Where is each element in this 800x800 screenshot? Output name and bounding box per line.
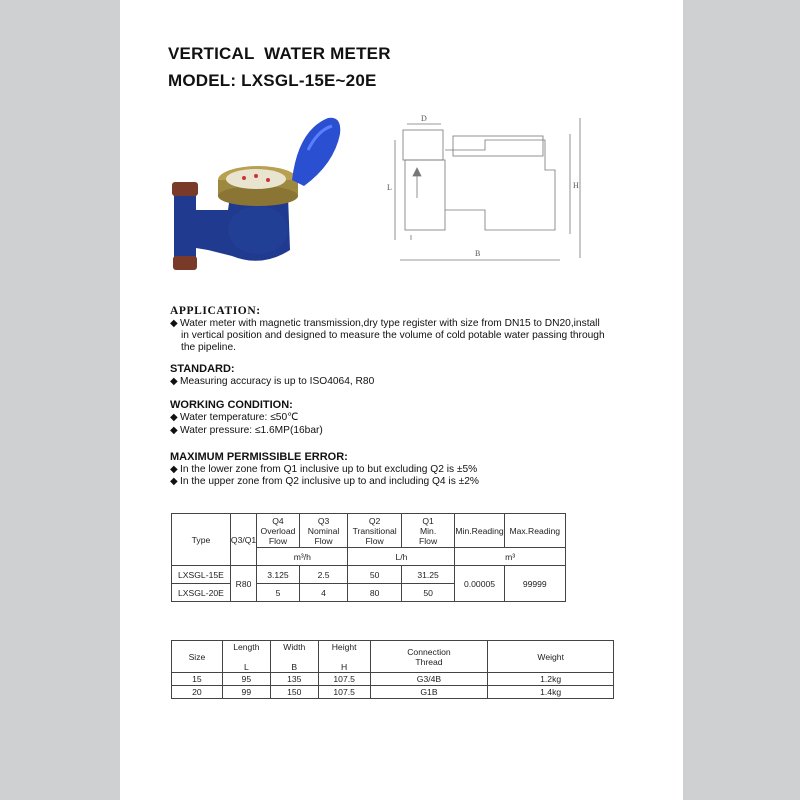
header-q3q1: Q3/Q1 — [230, 514, 256, 566]
header-q4: Q4 Overload Flow — [257, 514, 299, 548]
row-type: LXSGL-20E — [172, 584, 231, 602]
row-size: 15 — [172, 673, 223, 686]
unit-m3: m³ — [455, 548, 566, 566]
row-type: LXSGL-15E — [172, 566, 231, 584]
standard-text: Measuring accuracy is up to ISO4064, R80 — [180, 376, 375, 387]
bullet-icon: ◆ — [170, 318, 178, 329]
meter-lid — [292, 118, 340, 186]
application-heading: APPLICATION: — [170, 305, 261, 317]
error-heading: MAXIMUM PERMISSIBLE ERROR: — [170, 451, 348, 463]
meter-body-shade — [228, 206, 288, 254]
min-reading-value: 0.00005 — [455, 566, 504, 602]
header-width: Width B — [270, 641, 318, 673]
row-q3: 4 — [299, 584, 348, 602]
row-q2: 50 — [348, 566, 401, 584]
header-q3: Q3 Nominal Flow — [299, 514, 348, 548]
row-height: 107.5 — [318, 673, 370, 686]
header-min-reading: Min.Reading — [455, 514, 504, 548]
dim-label-l: L — [387, 183, 392, 192]
bullet-icon: ◆ — [170, 376, 178, 387]
inlet-thread — [172, 182, 198, 196]
standard-heading: STANDARD: — [170, 363, 235, 375]
row-length: 99 — [222, 686, 270, 699]
dimension-drawing — [365, 110, 590, 270]
flow-table — [171, 513, 617, 602]
working-bullet-2 — [170, 425, 323, 438]
bullet-icon: ◆ — [170, 476, 178, 487]
meter-inlet-pipe — [174, 190, 196, 260]
unit-lh: L/h — [348, 548, 455, 566]
model-title: MODEL: LXSGL-15E~20E — [168, 71, 377, 90]
document-title: VERTICAL WATER METER — [168, 44, 391, 63]
standard-bullet — [170, 376, 374, 389]
header-type: Type — [172, 514, 231, 566]
row-q2: 80 — [348, 584, 401, 602]
row-thread: G3/4B — [370, 673, 488, 686]
working-heading: WORKING CONDITION: — [170, 399, 293, 411]
inlet-thread-bottom — [173, 256, 197, 270]
bullet-icon: ◆ — [170, 412, 178, 423]
header-length: Length L — [222, 641, 270, 673]
ratio-cell: R80 — [230, 566, 256, 602]
application-text-2: in vertical position and designed to measure the volume of cold potable water passing through — [181, 330, 605, 341]
row-thread: G1B — [370, 686, 488, 699]
row-q3: 2.5 — [299, 566, 348, 584]
row-width: 135 — [270, 673, 318, 686]
row-q4: 3.125 — [257, 566, 299, 584]
row-q1: 31.25 — [401, 566, 455, 584]
dim-label-d: D — [421, 114, 427, 123]
row-length: 95 — [222, 673, 270, 686]
working-text-2: Water pressure: ≤1.6MP(16bar) — [180, 425, 323, 436]
header-connection: Connection Thread — [370, 641, 488, 673]
water-meter-photo — [158, 110, 358, 275]
application-bullet — [170, 318, 600, 331]
header-height: Height H — [318, 641, 370, 673]
row-height: 107.5 — [318, 686, 370, 699]
dimension-table — [171, 640, 614, 699]
working-text-1: Water temperature: ≤50℃ — [180, 412, 299, 423]
unit-m3h: m³/h — [257, 548, 348, 566]
error-bullet-1 — [170, 464, 477, 477]
row-width: 150 — [270, 686, 318, 699]
meter-dial — [226, 169, 286, 189]
row-weight: 1.2kg — [488, 673, 614, 686]
working-bullet-1 — [170, 412, 299, 425]
table-row — [172, 686, 614, 699]
error-text-1: In the lower zone from Q1 inclusive up to but excluding Q2 is ±5% — [180, 464, 478, 475]
dim-label-h: H — [573, 181, 579, 190]
application-text-1: Water meter with magnetic transmission,dry type register with size from DN15 to DN20,install — [180, 318, 600, 329]
header-max-reading: Max.Reading — [504, 514, 565, 548]
table-row — [172, 673, 614, 686]
error-bullet-2 — [170, 476, 479, 489]
bullet-icon: ◆ — [170, 464, 178, 475]
dim-label-b: B — [475, 249, 481, 258]
header-weight: Weight — [488, 641, 614, 673]
document-page — [120, 0, 683, 800]
table-row — [172, 566, 617, 584]
row-q1: 50 — [401, 584, 455, 602]
row-q4: 5 — [257, 584, 299, 602]
header-q2: Q2 Transitional Flow — [348, 514, 401, 548]
bullet-icon: ◆ — [170, 425, 178, 436]
error-text-2: In the upper zone from Q2 inclusive up to and including Q4 is ±2% — [180, 476, 479, 487]
application-text-3: the pipeline. — [181, 342, 236, 353]
header-q1: Q1 Min. Flow — [401, 514, 455, 548]
header-size: Size — [172, 641, 223, 673]
row-weight: 1.4kg — [488, 686, 614, 699]
max-reading-value: 99999 — [504, 566, 565, 602]
row-size: 20 — [172, 686, 223, 699]
